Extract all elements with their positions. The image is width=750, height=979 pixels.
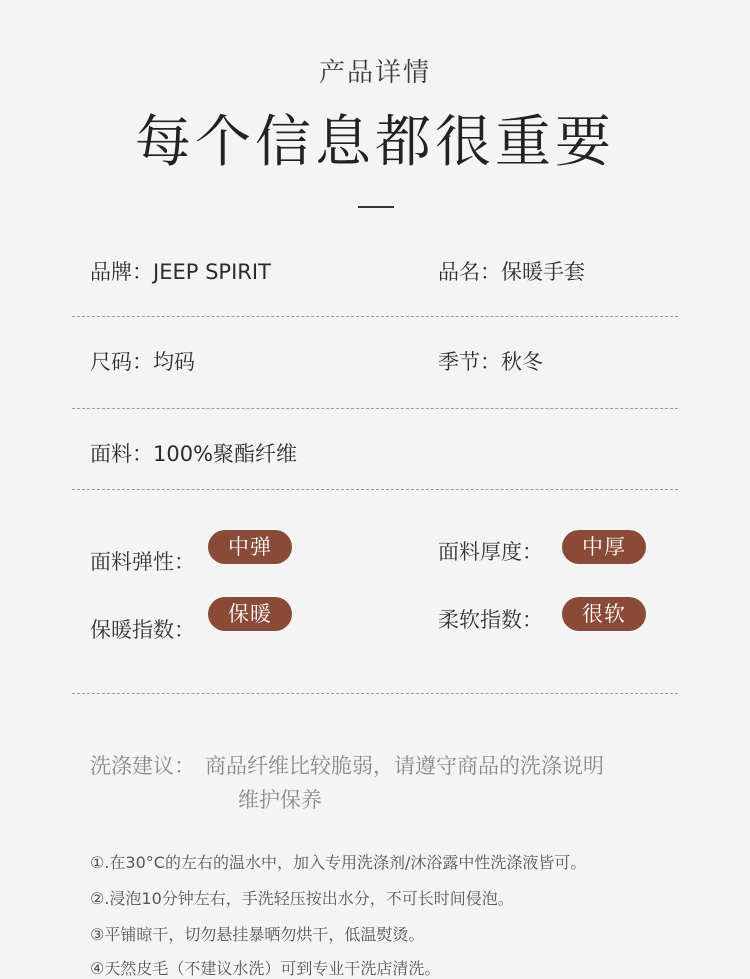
name-spec: 品名：保暖手套 [438,260,585,284]
thickness-label: 面料厚度： [438,540,543,564]
elasticity-badge: 中弹 [208,530,292,564]
spec-divider [72,316,678,317]
washing-advice-line2: 维护保养 [238,788,322,812]
warmth-label: 保暖指数： [90,618,195,642]
title-divider [358,206,394,208]
softness-badge: 很软 [562,597,646,631]
brand-spec: 品牌：JEEP SPIRIT [90,260,271,284]
washing-step: ②.浸泡10分钟左右，手洗轻压按出水分，不可长时间侵泡。 [90,889,514,908]
washing-step: ④天然皮毛（不建议水洗）可到专业干洗店清洗。 [90,959,441,978]
washing-advice-line1: 商品纤维比较脆弱，请遵守商品的洗涤说明 [205,754,604,778]
season-spec: 季节：秋冬 [438,350,543,374]
washing-step: ③平铺晾干，切勿悬挂暴晒勿烘干，低温熨烫。 [90,925,425,944]
spec-divider [72,408,678,409]
elasticity-label: 面料弹性： [90,550,195,574]
size-spec: 尺码：均码 [90,350,195,374]
washing-label: 洗涤建议： [90,754,195,778]
attributes-divider [72,693,678,694]
section-subtitle: 产品详情 [318,58,431,88]
warmth-badge: 保暖 [208,597,292,631]
spec-divider [72,489,678,490]
softness-label: 柔软指数： [438,608,543,632]
fabric-spec: 面料：100%聚酯纤维 [90,442,298,466]
thickness-badge: 中厚 [562,530,646,564]
washing-step: ①.在30°C的左右的温水中，加入专用洗涤剂/沐浴露中性洗涤液皆可。 [90,853,587,872]
page-title: 每个信息都很重要 [135,110,615,175]
